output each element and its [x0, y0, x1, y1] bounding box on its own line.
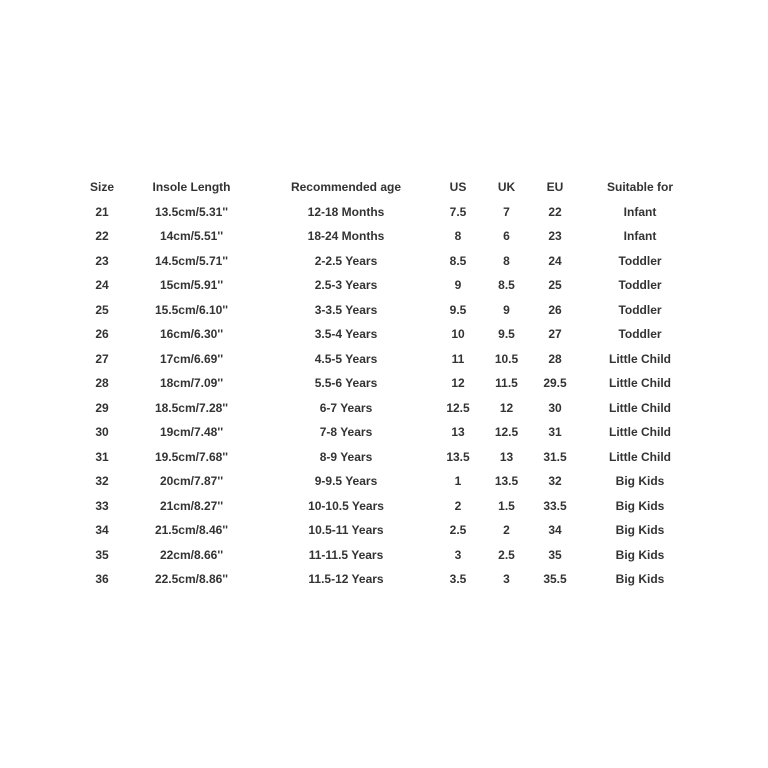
size-cell: 32	[95, 474, 109, 488]
insole-length-cell: 20cm/7.87''	[159, 474, 224, 488]
recommended-age-cell: 2-2.5 Years	[314, 253, 378, 268]
suitable-for-cell: Little Child	[609, 400, 671, 415]
recommended-age-cell: 10-10.5 Years	[308, 498, 384, 513]
eu-cell: 32	[548, 474, 562, 488]
suitable-for-cell: Toddler	[618, 278, 662, 292]
size-cell: 21	[95, 204, 109, 219]
table-row	[70, 371, 710, 396]
table-header-row	[70, 175, 710, 200]
suitable-for-cell: Toddler	[618, 253, 662, 268]
size-cell: 31	[95, 449, 109, 464]
table-row	[70, 420, 710, 445]
insole-length-cell: 15.5cm/6.10''	[154, 302, 229, 317]
eu-cell: 27	[548, 327, 562, 341]
recommended-age-cell: 11-11.5 Years	[308, 547, 384, 562]
us-cell: 1	[454, 474, 462, 488]
size-cell: 23	[95, 253, 109, 268]
size-cell: 26	[95, 327, 109, 341]
uk-cell: 2	[503, 523, 510, 537]
recommended-age-cell: 10.5-11 Years	[308, 523, 384, 537]
suitable-for-cell: Little Child	[609, 376, 671, 390]
size-cell: 30	[95, 425, 109, 439]
size-cell: 34	[95, 523, 109, 537]
us-cell: 13.5	[446, 449, 470, 464]
size-cell: 24	[95, 278, 109, 292]
insole-length-cell: 21.5cm/8.46''	[154, 523, 229, 537]
suitable-for-cell: Toddler	[618, 302, 662, 317]
recommended-age-cell: 7-8 Years	[319, 425, 373, 439]
header-suitable-for: Suitable for	[606, 180, 673, 194]
uk-cell: 12.5	[494, 425, 519, 439]
recommended-age-cell: 6-7 Years	[319, 400, 373, 415]
suitable-for-cell: Big Kids	[615, 547, 665, 562]
suitable-for-cell: Big Kids	[615, 474, 665, 488]
header-us: US	[449, 180, 467, 194]
uk-cell: 12	[499, 400, 514, 415]
insole-length-cell: 22cm/8.66''	[159, 547, 224, 562]
eu-cell: 31	[548, 425, 562, 439]
table-body	[70, 200, 710, 592]
uk-cell: 7	[503, 204, 510, 219]
recommended-age-cell: 12-18 Months	[307, 204, 385, 219]
recommended-age-cell: 4.5-5 Years	[314, 351, 378, 366]
uk-cell: 1.5	[498, 498, 515, 513]
insole-length-cell: 19cm/7.48''	[159, 425, 224, 439]
us-cell: 11	[451, 351, 465, 366]
uk-cell: 13	[499, 449, 514, 464]
insole-length-cell: 14.5cm/5.71''	[154, 253, 229, 268]
insole-length-cell: 22.5cm/8.86''	[154, 572, 229, 586]
table-row	[70, 469, 710, 494]
suitable-for-cell: Big Kids	[615, 572, 665, 586]
uk-cell: 2.5	[498, 547, 515, 562]
insole-length-cell: 18cm/7.09''	[159, 376, 224, 390]
eu-cell: 30	[548, 400, 562, 415]
header-recommended-age: Recommended age	[290, 180, 402, 194]
us-cell: 9.5	[449, 302, 467, 317]
size-cell: 28	[95, 376, 109, 390]
table-row	[70, 273, 710, 298]
us-cell: 3.5	[449, 572, 467, 586]
size-cell: 25	[95, 302, 109, 317]
uk-cell: 11.5	[495, 376, 518, 390]
table-row	[70, 224, 710, 249]
size-chart-table	[70, 175, 710, 592]
size-cell: 29	[95, 400, 109, 415]
header-insole-length: Insole Length	[152, 180, 231, 194]
table-row	[70, 322, 710, 347]
eu-cell: 26	[548, 302, 562, 317]
eu-cell: 25	[548, 278, 562, 292]
table-row	[70, 543, 710, 568]
header-uk: UK	[497, 180, 516, 194]
us-cell: 12	[451, 376, 465, 390]
uk-cell: 3	[503, 572, 510, 586]
insole-length-cell: 21cm/8.27''	[159, 498, 224, 513]
eu-cell: 29.5	[543, 376, 567, 390]
header-size: Size	[89, 180, 114, 194]
recommended-age-cell: 3.5-4 Years	[314, 327, 378, 341]
us-cell: 3	[454, 547, 462, 562]
table-row	[70, 494, 710, 519]
suitable-for-cell: Big Kids	[615, 523, 665, 537]
insole-length-cell: 19.5cm/7.68''	[154, 449, 229, 464]
us-cell: 8	[454, 229, 462, 243]
size-cell: 22	[95, 229, 109, 243]
us-cell: 12.5	[446, 400, 470, 415]
table-row	[70, 396, 710, 421]
suitable-for-cell: Little Child	[609, 425, 671, 439]
uk-cell: 8.5	[498, 278, 515, 292]
table-row	[70, 298, 710, 323]
size-cell: 36	[95, 572, 109, 586]
us-cell: 7.5	[449, 204, 467, 219]
insole-length-cell: 17cm/6.69''	[159, 351, 224, 366]
eu-cell: 34	[548, 523, 562, 537]
table-row	[70, 249, 710, 274]
us-cell: 2	[454, 498, 462, 513]
insole-length-cell: 15cm/5.91''	[159, 278, 224, 292]
recommended-age-cell: 11.5-12 Years	[308, 572, 384, 586]
table-row	[70, 445, 710, 470]
suitable-for-cell: Big Kids	[615, 498, 665, 513]
eu-cell: 23	[548, 229, 562, 243]
eu-cell: 31.5	[543, 449, 567, 464]
recommended-age-cell: 5.5-6 Years	[314, 376, 378, 390]
suitable-for-cell: Infant	[623, 229, 657, 243]
insole-length-cell: 14cm/5.51''	[159, 229, 224, 243]
uk-cell: 9	[503, 302, 510, 317]
table-row	[70, 347, 710, 372]
suitable-for-cell: Infant	[623, 204, 657, 219]
recommended-age-cell: 8-9 Years	[319, 449, 373, 464]
insole-length-cell: 16cm/6.30''	[159, 327, 224, 341]
eu-cell: 35	[548, 547, 562, 562]
header-eu: EU	[546, 180, 564, 194]
uk-cell: 8	[503, 253, 510, 268]
uk-cell: 13.5	[494, 474, 519, 488]
eu-cell: 24	[548, 253, 562, 268]
table-row	[70, 200, 710, 225]
insole-length-cell: 18.5cm/7.28''	[154, 400, 229, 415]
recommended-age-cell: 9-9.5 Years	[314, 474, 378, 488]
table-row	[70, 518, 710, 543]
recommended-age-cell: 18-24 Months	[307, 229, 385, 243]
eu-cell: 22	[548, 204, 562, 219]
uk-cell: 10.5	[494, 351, 519, 366]
uk-cell: 9.5	[498, 327, 515, 341]
us-cell: 13	[451, 425, 465, 439]
insole-length-cell: 13.5cm/5.31''	[154, 204, 229, 219]
recommended-age-cell: 3-3.5 Years	[314, 302, 378, 317]
eu-cell: 33.5	[543, 498, 567, 513]
us-cell: 10	[451, 327, 465, 341]
us-cell: 8.5	[449, 253, 467, 268]
eu-cell: 28	[548, 351, 562, 366]
size-cell: 33	[95, 498, 109, 513]
suitable-for-cell: Toddler	[618, 327, 662, 341]
size-cell: 35	[95, 547, 109, 562]
recommended-age-cell: 2.5-3 Years	[314, 278, 378, 292]
us-cell: 2.5	[449, 523, 467, 537]
suitable-for-cell: Little Child	[609, 351, 671, 366]
eu-cell: 35.5	[543, 572, 567, 586]
uk-cell: 6	[503, 229, 510, 243]
us-cell: 9	[454, 278, 462, 292]
table-row	[70, 567, 710, 592]
size-cell: 27	[95, 351, 109, 366]
suitable-for-cell: Little Child	[609, 449, 671, 464]
